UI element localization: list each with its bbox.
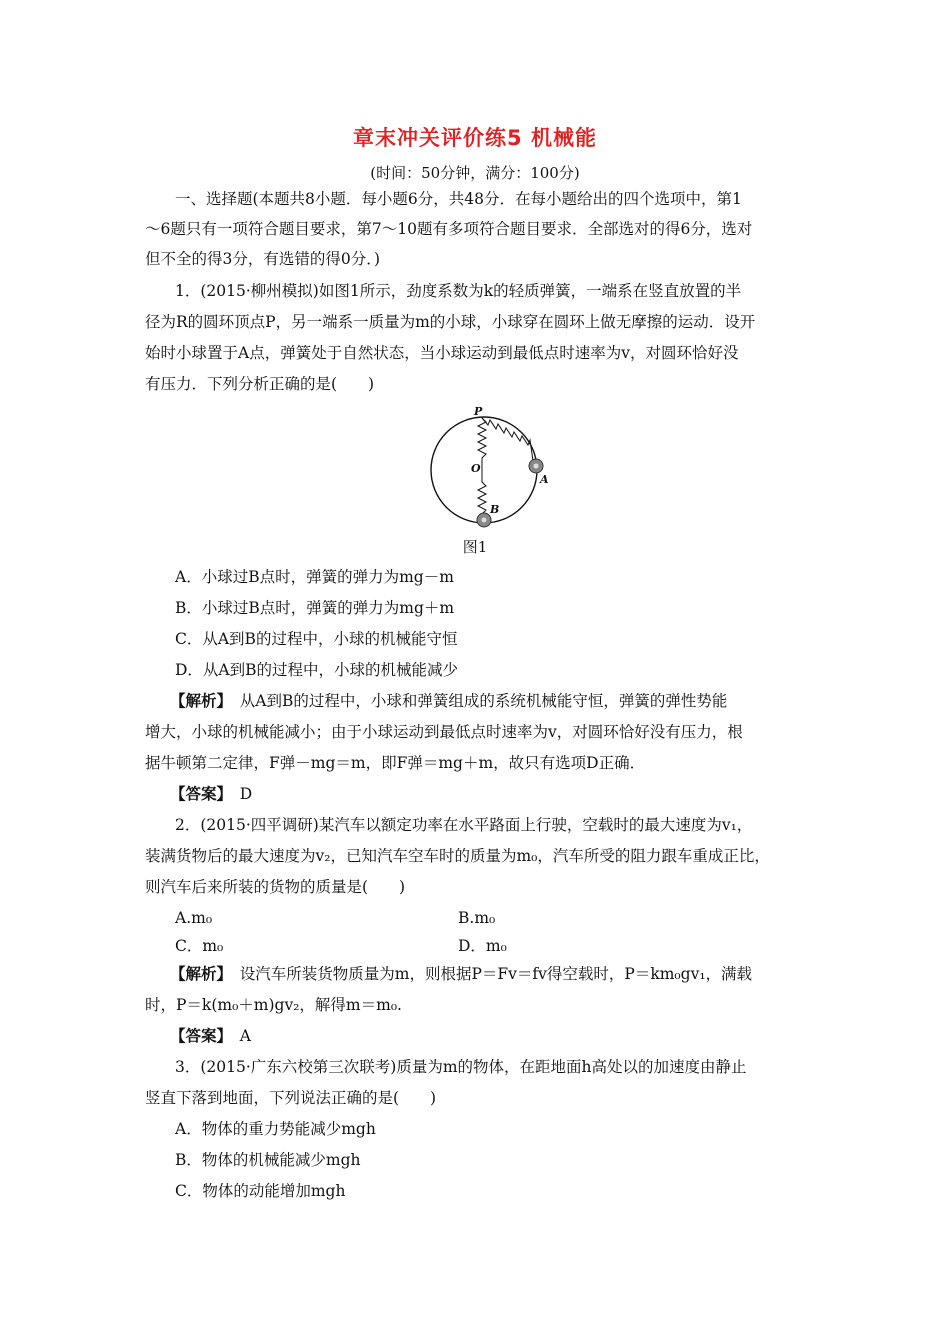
intro-line: 但不全的得3分，有选错的得0分．) [145, 250, 381, 268]
q1-analysis-line: 据牛顿第二定律，F弹－mg＝m，即F弹＝mg＋m，故只有选项D正确． [145, 754, 646, 772]
q3-option-a: A．物体的重力势能减少mgh [175, 1120, 376, 1138]
answer-value: A [239, 1027, 251, 1045]
q2-stem-line: 则汽车后来所装的货物的质量是( ) [145, 878, 406, 896]
q1-option-c: C．从A到B的过程中，小球的机械能守恒 [175, 630, 458, 648]
answer-tag: 【答案】 [170, 1026, 225, 1045]
q1-answer-line [170, 783, 835, 805]
q2-answer-line [170, 1025, 835, 1047]
analysis-text: 从A到B的过程中，小球和弹簧组成的系统机械能守恒，弹簧的弹性势能 [239, 692, 728, 710]
q1-stem-line: 1．(2015·柳州模拟)如图1所示，劲度系数为k的轻质弹簧，一端系在竖直放置的半 [175, 282, 742, 300]
q2-analysis-line: 时，P＝k(m₀＋m)gv₂，解得m＝m₀. [145, 996, 402, 1014]
answer-value: D [239, 785, 253, 803]
q1-stem-line: 径为R的圆环顶点P，另一端系一质量为m的小球，小球穿在圆环上做无摩擦的运动．设开 [145, 313, 756, 331]
q2-option-a: A.m₀ [175, 909, 213, 927]
spring-pa [482, 418, 533, 461]
label-p: P [474, 405, 483, 418]
label-o: O [471, 462, 481, 475]
ring-circle [431, 417, 537, 523]
intro-line: ～6题只有一项符合题目要求，第7～10题有多项符合题目要求．全部选对的得6分，选对 [145, 220, 753, 238]
q1-analysis-line [170, 690, 835, 712]
page-subtitle: (时间：50分钟，满分：100分) [370, 164, 580, 182]
q2-analysis-line [170, 963, 835, 985]
q3-stem-line: 3．(2015·广东六校第三次联考)质量为m的物体，在距地面h高处以的加速度由静止 [175, 1058, 747, 1076]
q1-stem-line: 始时小球置于A点，弹簧处于自然状态，当小球运动到最低点时速率为v，对圆环恰好没 [145, 344, 739, 362]
q3-option-b: B．物体的机械能减少mgh [175, 1151, 361, 1169]
ball-a-highlight [534, 464, 539, 469]
label-b: B [490, 503, 500, 516]
label-a: A [540, 473, 549, 486]
figure-1-diagram [420, 400, 560, 535]
q1-option-b: B．小球过B点时，弹簧的弹力为mg＋m [175, 599, 455, 617]
q2-option-d: D．m₀ [458, 937, 507, 955]
analysis-tag: 【解析】 [170, 964, 225, 983]
q1-analysis-line: 增大，小球的机械能减小；由于小球运动到最低点时速率为v，对圆环恰好没有压力，根 [145, 723, 743, 741]
q1-option-d: D．从A到B的过程中，小球的机械能减少 [175, 661, 459, 679]
ball-b-highlight [482, 518, 487, 523]
q2-option-c: C．m₀ [175, 937, 224, 955]
analysis-tag: 【解析】 [170, 691, 225, 710]
page-title: 章末冲关评价练5 机械能 [353, 126, 597, 150]
q2-option-b: B.m₀ [458, 909, 496, 927]
q3-option-c: C．物体的动能增加mgh [175, 1182, 346, 1200]
analysis-text: 设汽车所装货物质量为m，则根据P＝Fv＝fv得空载时，P＝km₀gv₁，满载 [239, 965, 753, 983]
q2-stem-line: 2．(2015·四平调研)某汽车以额定功率在水平路面上行驶，空载时的最大速度为v₁， [175, 816, 753, 834]
q1-option-a: A．小球过B点时，弹簧的弹力为mg－m [175, 568, 454, 586]
answer-tag: 【答案】 [170, 784, 225, 803]
intro-line: 一、选择题(本题共8小题．每小题6分，共48分．在每小题给出的四个选项中，第1 [175, 190, 742, 208]
q2-stem-line: 装满货物后的最大速度为v₂，已知汽车空车时的质量为m₀，汽车所受的阻力跟车重成正比， [145, 847, 770, 865]
q1-stem-line: 有压力．下列分析正确的是( ) [145, 375, 375, 393]
q3-stem-line: 竖直下落到地面，下列说法正确的是( ) [145, 1089, 437, 1107]
figure-caption: 图1 [462, 538, 488, 556]
